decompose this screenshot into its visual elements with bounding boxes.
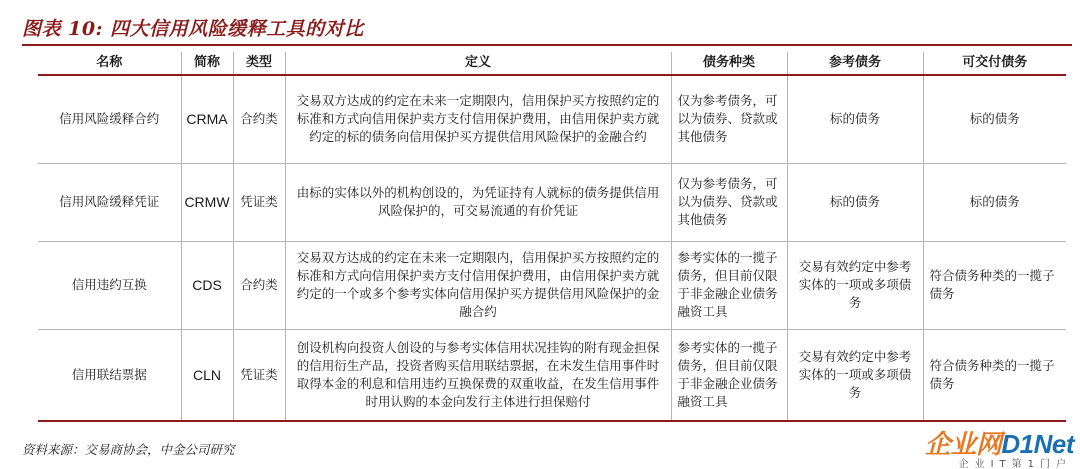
- header-name: 名称: [38, 52, 181, 75]
- table-row: [38, 163, 1066, 241]
- watermark-sub: 企业IT第1门户: [958, 459, 1072, 469]
- source-note: 资料来源：交易商协会，中金公司研究: [22, 442, 235, 457]
- cell-type: 凭证类: [233, 163, 285, 241]
- watermark-main-b: D1Net: [1001, 429, 1074, 459]
- cell-definition: 创设机构向投资人创设的与参考实体信用状况挂钩的附有现金担保的信用衍生产品，投资者购买信用联结票据，在未发生信用事件时取得本金的利息和信用违约互换保费的双重收益，在发生信用事件时用认购的本金向发行主体进行担保赔付: [285, 329, 671, 421]
- header-debt-kind: 债务种类: [671, 52, 787, 75]
- cell-type: 合约类: [233, 241, 285, 329]
- header-definition: 定义: [285, 52, 671, 75]
- cell-deliverable: 符合债务种类的一揽子债务: [923, 329, 1066, 421]
- watermark-logo: [904, 424, 1074, 468]
- table-header-row: [38, 52, 1066, 75]
- cell-abbr: CLN: [181, 329, 233, 421]
- cell-deliverable: 标的债务: [923, 75, 1066, 163]
- cell-name: 信用风险缓释凭证: [38, 163, 181, 241]
- comparison-table: [38, 52, 1066, 422]
- cell-definition: 交易双方达成的约定在未来一定期限内，信用保护买方按照约定的标准和方式向信用保护卖方支付信用保护费用，由信用保护卖方就约定的标的债务向信用保护买方提供信用风险保护的金融合约: [285, 75, 671, 163]
- cell-debt-kind: 参考实体的一揽子债务，但目前仅限于非金融企业债务融资工具: [671, 329, 787, 421]
- cell-name: 信用联结票据: [38, 329, 181, 421]
- table-row: [38, 75, 1066, 163]
- cell-debt-kind: 参考实体的一揽子债务，但目前仅限于非金融企业债务融资工具: [671, 241, 787, 329]
- cell-ref-debt: 标的债务: [787, 75, 923, 163]
- cell-definition: 交易双方达成的约定在未来一定期限内，信用保护买方按照约定的标准和方式向信用保护卖方支付信用保护费用，由信用保护卖方就约定的一个或多个参考实体向信用保护买方提供信用风险保护的金融合约: [285, 241, 671, 329]
- cell-abbr: CDS: [181, 241, 233, 329]
- cell-debt-kind: 仅为参考债务，可以为债券、贷款或其他债务: [671, 75, 787, 163]
- cell-ref-debt: 交易有效约定中参考实体的一项或多项债务: [787, 241, 923, 329]
- header-ref-debt: 参考债务: [787, 52, 923, 75]
- cell-debt-kind: 仅为参考债务，可以为债券、贷款或其他债务: [671, 163, 787, 241]
- cell-name: 信用风险缓释合约: [38, 75, 181, 163]
- cell-type: 凭证类: [233, 329, 285, 421]
- header-abbr: 简称: [181, 52, 233, 75]
- watermark-main-a: 企业网: [924, 429, 1002, 459]
- title-rule: [22, 44, 1072, 46]
- cell-type: 合约类: [233, 75, 285, 163]
- cell-abbr: CRMW: [181, 163, 233, 241]
- cell-ref-debt: 交易有效约定中参考实体的一项或多项债务: [787, 329, 923, 421]
- cell-definition: 由标的实体以外的机构创设的，为凭证持有人就标的债务提供信用风险保护的，可交易流通的有价凭证: [285, 163, 671, 241]
- cell-deliverable: 标的债务: [923, 163, 1066, 241]
- cell-ref-debt: 标的债务: [787, 163, 923, 241]
- header-type: 类型: [233, 52, 285, 75]
- cell-abbr: CRMA: [181, 75, 233, 163]
- table-row: [38, 329, 1066, 421]
- cell-deliverable: 符合债务种类的一揽子债务: [923, 241, 1066, 329]
- figure-title: 图表 10: 四大信用风险缓释工具的对比: [22, 18, 364, 40]
- cell-name: 信用违约互换: [38, 241, 181, 329]
- header-deliverable: 可交付债务: [923, 52, 1066, 75]
- table-row: [38, 241, 1066, 329]
